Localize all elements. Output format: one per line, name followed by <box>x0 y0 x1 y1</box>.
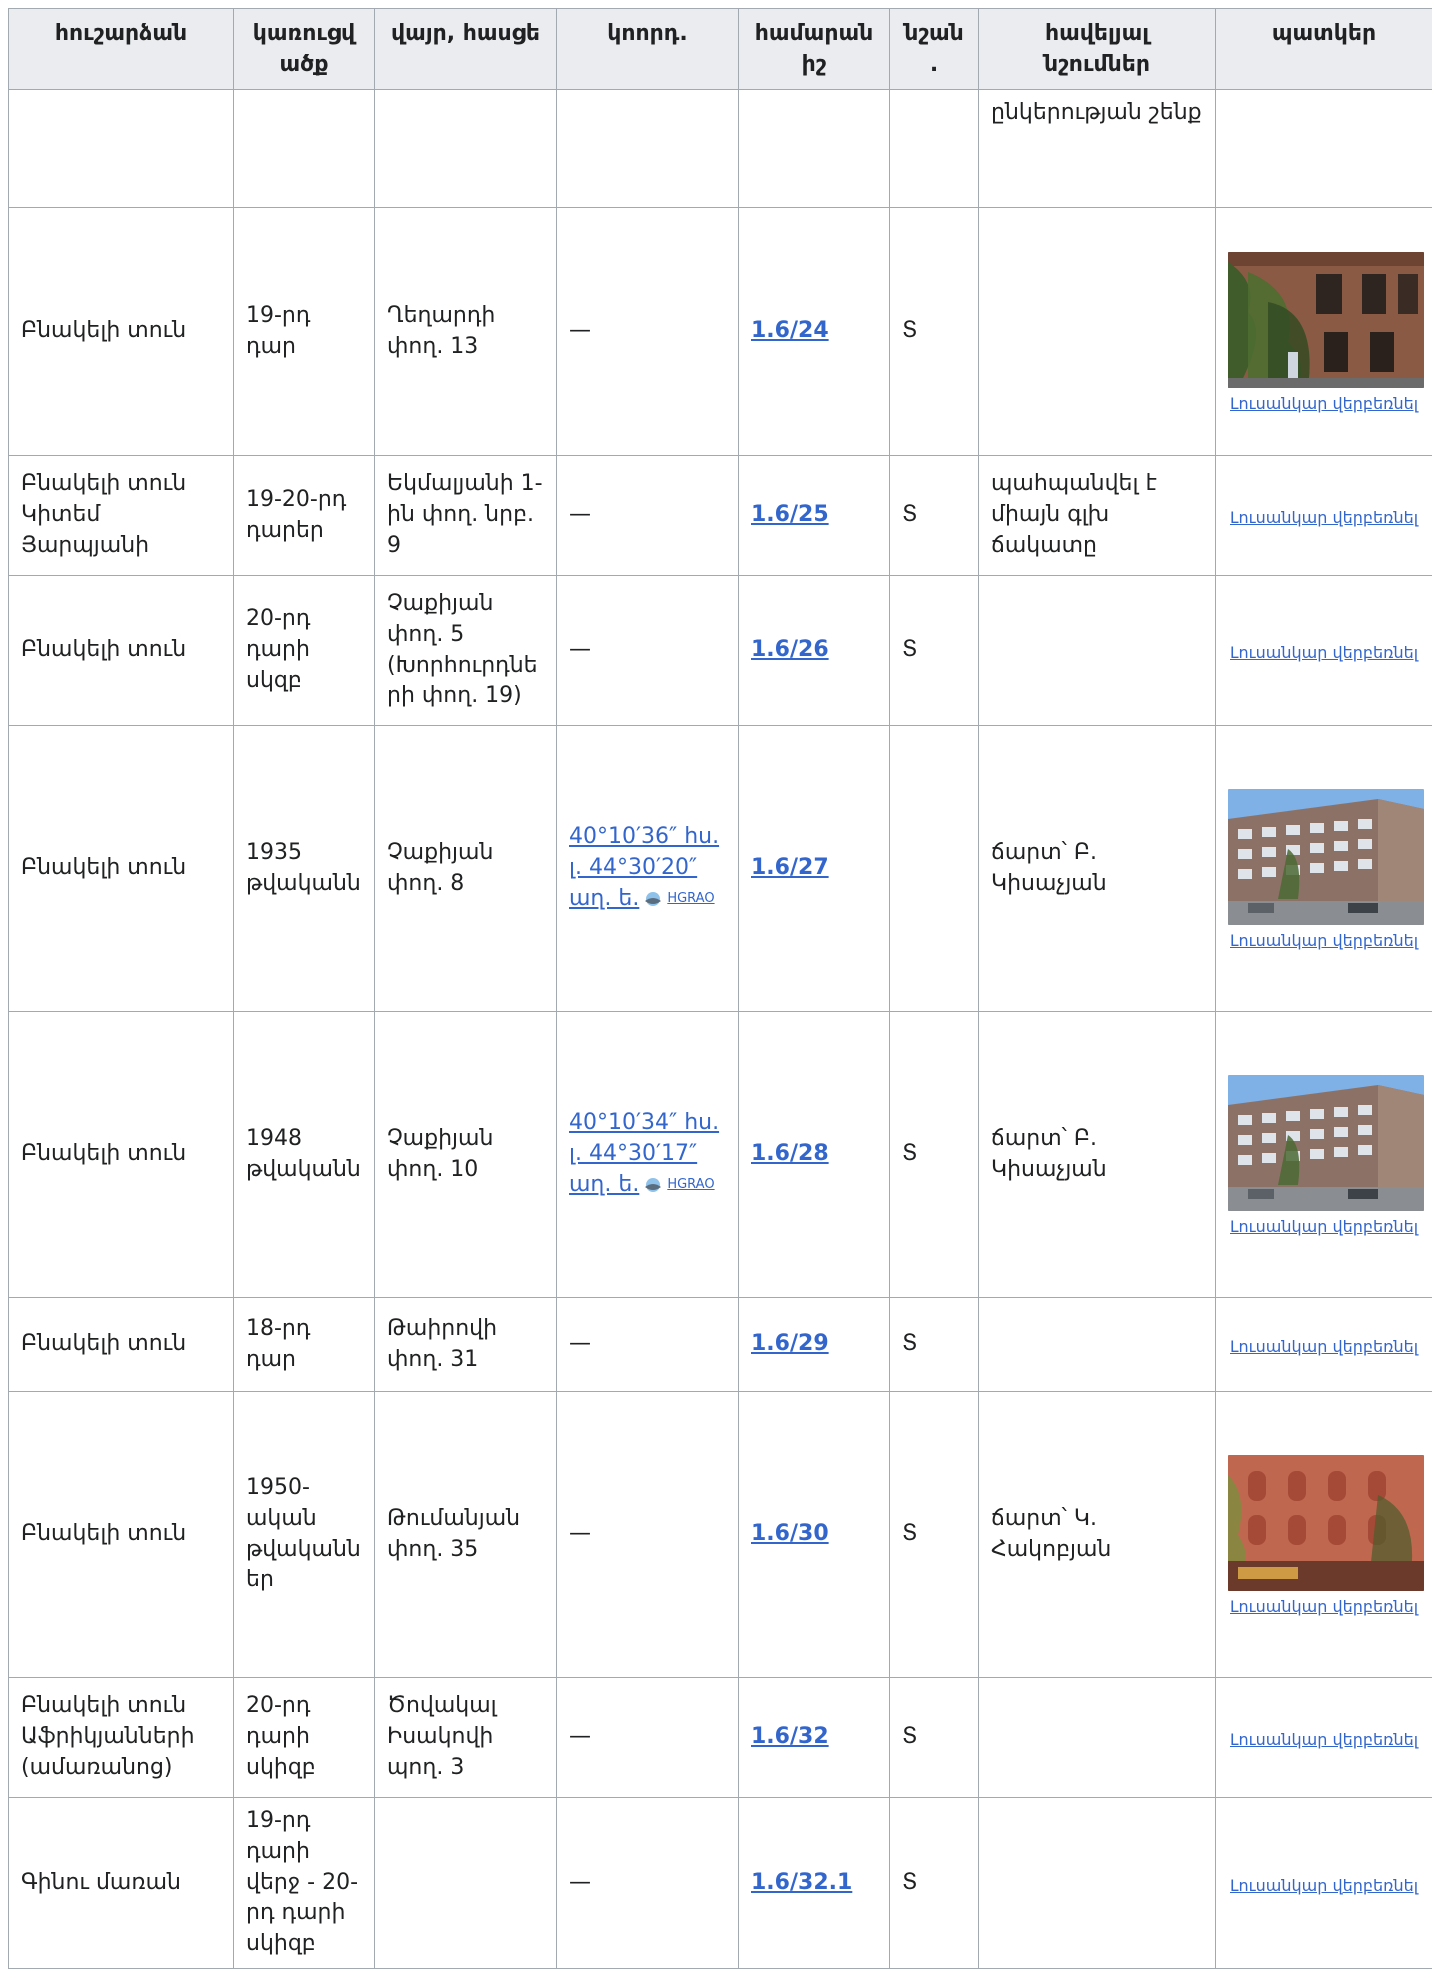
photo-cell <box>1216 1798 1432 1969</box>
photo-cell <box>1216 726 1432 1012</box>
ref-cell <box>739 208 890 456</box>
header-row <box>9 9 1432 90</box>
ref-link[interactable]: 1.6/26 <box>751 637 829 662</box>
address: Չաքիյան փող. 5 (Խորհուրդների փող. 19) <box>375 576 557 726</box>
sign: Տ <box>890 208 979 456</box>
monument-name: Բնակելի տուն <box>9 1298 234 1392</box>
sign: Տ <box>890 1392 979 1678</box>
header-notes[interactable]: հավելյալ նշումներ <box>979 9 1216 90</box>
coord-none: — <box>569 318 591 343</box>
photo-cell <box>1216 576 1432 726</box>
built-date: 19-րդ դարի վերջ - 20-րդ դարի սկիզբ <box>234 1798 375 1969</box>
ref-cell <box>739 1678 890 1798</box>
header-ref[interactable]: համարանիշ <box>739 9 890 90</box>
ref-cell <box>739 726 890 1012</box>
built-date: 19-րդ դար <box>234 208 375 456</box>
ref-link[interactable]: 1.6/24 <box>751 318 829 343</box>
notes: ճարտ՝ Բ. Կիսաչյան <box>979 726 1216 1012</box>
built-date: 20-րդ դարի սկզբ <box>234 576 375 726</box>
photo-cell <box>1216 90 1432 208</box>
globe-icon[interactable] <box>639 891 667 907</box>
ref-cell <box>739 1012 890 1298</box>
monument-name: Բնակելի տուն <box>9 1012 234 1298</box>
ref-cell <box>739 1298 890 1392</box>
built-date: 19-20-րդ դարեր <box>234 456 375 576</box>
sign <box>890 726 979 1012</box>
built-date: 1935 թվականն <box>234 726 375 1012</box>
sign <box>890 90 979 208</box>
ref-link[interactable]: 1.6/28 <box>751 1141 829 1166</box>
header-photo: պատկեր <box>1216 9 1432 90</box>
ref-cell <box>739 1798 890 1969</box>
upload-photo-link[interactable]: Լուսանկար վերբեռնել <box>1230 931 1420 952</box>
sign: Տ <box>890 1298 979 1392</box>
coord-none: — <box>569 1331 591 1356</box>
coord-none: — <box>569 1521 591 1546</box>
coord-cell <box>557 456 739 576</box>
sign: Տ <box>890 456 979 576</box>
notes <box>979 1798 1216 1969</box>
header-sign[interactable]: նշան. <box>890 9 979 90</box>
notes: ճարտ՝ Կ. Հակոբյան <box>979 1392 1216 1678</box>
built-date <box>234 90 375 208</box>
address <box>375 1798 557 1969</box>
address: Թումանյան փող. 35 <box>375 1392 557 1678</box>
header-built[interactable]: կառուցվածք <box>234 9 375 90</box>
upload-photo-link[interactable]: Լուսանկար վերբեռնել <box>1230 508 1420 529</box>
hgrao-link[interactable]: HGRAO <box>667 891 714 906</box>
ref-cell <box>739 1392 890 1678</box>
upload-photo-link[interactable]: Լուսանկար վերբեռնել <box>1230 394 1420 415</box>
photo-cell <box>1216 208 1432 456</box>
upload-photo-link[interactable]: Լուսանկար վերբեռնել <box>1230 1597 1420 1618</box>
monument-name: Բնակելի տուն <box>9 576 234 726</box>
ref-cell <box>739 90 890 208</box>
monuments-table <box>8 8 1432 1969</box>
address: Ծովակալ Իսակովի պող. 3 <box>375 1678 557 1798</box>
built-date: 1950-ական թվականներ <box>234 1392 375 1678</box>
monument-name: Բնակելի տուն <box>9 726 234 1012</box>
monument-name: Բնակելի տուն Աֆրիկյանների (ամառանոց) <box>9 1678 234 1798</box>
header-address[interactable]: վայր, հասցե <box>375 9 557 90</box>
notes <box>979 1298 1216 1392</box>
coord-cell <box>557 726 739 1012</box>
table-row <box>9 1678 1432 1798</box>
notes: պահպանվել է միայն գլխ ճակատը <box>979 456 1216 576</box>
upload-photo-link[interactable]: Լուսանկար վերբեռնել <box>1230 1217 1420 1238</box>
ref-link[interactable]: 1.6/29 <box>751 1331 829 1356</box>
ref-cell <box>739 576 890 726</box>
address <box>375 90 557 208</box>
table-row <box>9 1298 1432 1392</box>
sign: Տ <box>890 1012 979 1298</box>
table-row <box>9 1798 1432 1969</box>
built-date: 20-րդ դարի սկիզբ <box>234 1678 375 1798</box>
address: Չաքիյան փող. 8 <box>375 726 557 1012</box>
coord-cell <box>557 1392 739 1678</box>
table-row <box>9 90 1432 208</box>
table-row <box>9 208 1432 456</box>
address: Չաքիյան փող. 10 <box>375 1012 557 1298</box>
globe-icon[interactable] <box>639 1177 667 1193</box>
photo-cell <box>1216 1012 1432 1298</box>
upload-photo-link[interactable]: Լուսանկար վերբեռնել <box>1230 1876 1420 1897</box>
sign: Տ <box>890 1798 979 1969</box>
notes: ընկերության շենք <box>979 90 1216 208</box>
monument-name: Բնակելի տուն <box>9 1392 234 1678</box>
table-row <box>9 1392 1432 1678</box>
table-row <box>9 1012 1432 1298</box>
ref-link[interactable]: 1.6/32.1 <box>751 1870 852 1895</box>
header-monument[interactable]: հուշարձան <box>9 9 234 90</box>
coord-cell <box>557 1298 739 1392</box>
ref-link[interactable]: 1.6/27 <box>751 855 829 880</box>
monument-name <box>9 90 234 208</box>
coord-link[interactable]: 40°10′36″ հս. լ. 44°30′20″ աղ. ե. <box>569 824 719 911</box>
notes <box>979 1678 1216 1798</box>
sign: Տ <box>890 1678 979 1798</box>
address: Թաիրովի փող. 31 <box>375 1298 557 1392</box>
upload-photo-link[interactable]: Լուսանկար վերբեռնել <box>1230 643 1420 664</box>
coord-cell <box>557 1678 739 1798</box>
coord-none: — <box>569 1724 591 1749</box>
photo-cell <box>1216 456 1432 576</box>
coord-cell <box>557 90 739 208</box>
photo-cell <box>1216 1392 1432 1678</box>
header-coord[interactable]: կոորդ. <box>557 9 739 90</box>
coord-none: — <box>569 637 591 662</box>
monument-name: Բնակելի տուն <box>9 208 234 456</box>
photo-cell <box>1216 1678 1432 1798</box>
upload-photo-link[interactable]: Լուսանկար վերբեռնել <box>1230 1337 1420 1358</box>
notes <box>979 208 1216 456</box>
photo-brick-house[interactable] <box>1228 252 1424 388</box>
table-row <box>9 726 1432 1012</box>
photo-apartment-building-2[interactable] <box>1228 1075 1424 1211</box>
photo-apartment-building[interactable] <box>1228 789 1424 925</box>
coord-link[interactable]: 40°10′34″ հս. լ. 44°30′17″ աղ. ե. <box>569 1110 719 1197</box>
coord-cell <box>557 1798 739 1969</box>
notes <box>979 576 1216 726</box>
ref-cell <box>739 456 890 576</box>
hgrao-link[interactable]: HGRAO <box>667 1177 714 1192</box>
upload-photo-link[interactable]: Լուսանկար վերբեռնել <box>1230 1730 1420 1751</box>
photo-red-building[interactable] <box>1228 1455 1424 1591</box>
coord-none: — <box>569 1870 591 1895</box>
photo-cell <box>1216 1298 1432 1392</box>
coord-cell <box>557 576 739 726</box>
monument-name: Բնակելի տուն Կիտեմ Յարպյանի <box>9 456 234 576</box>
built-date: 1948 թվականն <box>234 1012 375 1298</box>
ref-link[interactable]: 1.6/32 <box>751 1724 829 1749</box>
table-row <box>9 456 1432 576</box>
sign: Տ <box>890 576 979 726</box>
monument-name: Գինու մառան <box>9 1798 234 1969</box>
coord-cell <box>557 1012 739 1298</box>
address: Ղեղարդի փող. 13 <box>375 208 557 456</box>
address: Եկմալյանի 1-ին փող. նրբ. 9 <box>375 456 557 576</box>
coord-cell <box>557 208 739 456</box>
ref-link[interactable]: 1.6/30 <box>751 1521 829 1546</box>
ref-link[interactable]: 1.6/25 <box>751 502 829 527</box>
built-date: 18-րդ դար <box>234 1298 375 1392</box>
coord-none: — <box>569 502 591 527</box>
notes: ճարտ՝ Բ. Կիսաչյան <box>979 1012 1216 1298</box>
table-row <box>9 576 1432 726</box>
